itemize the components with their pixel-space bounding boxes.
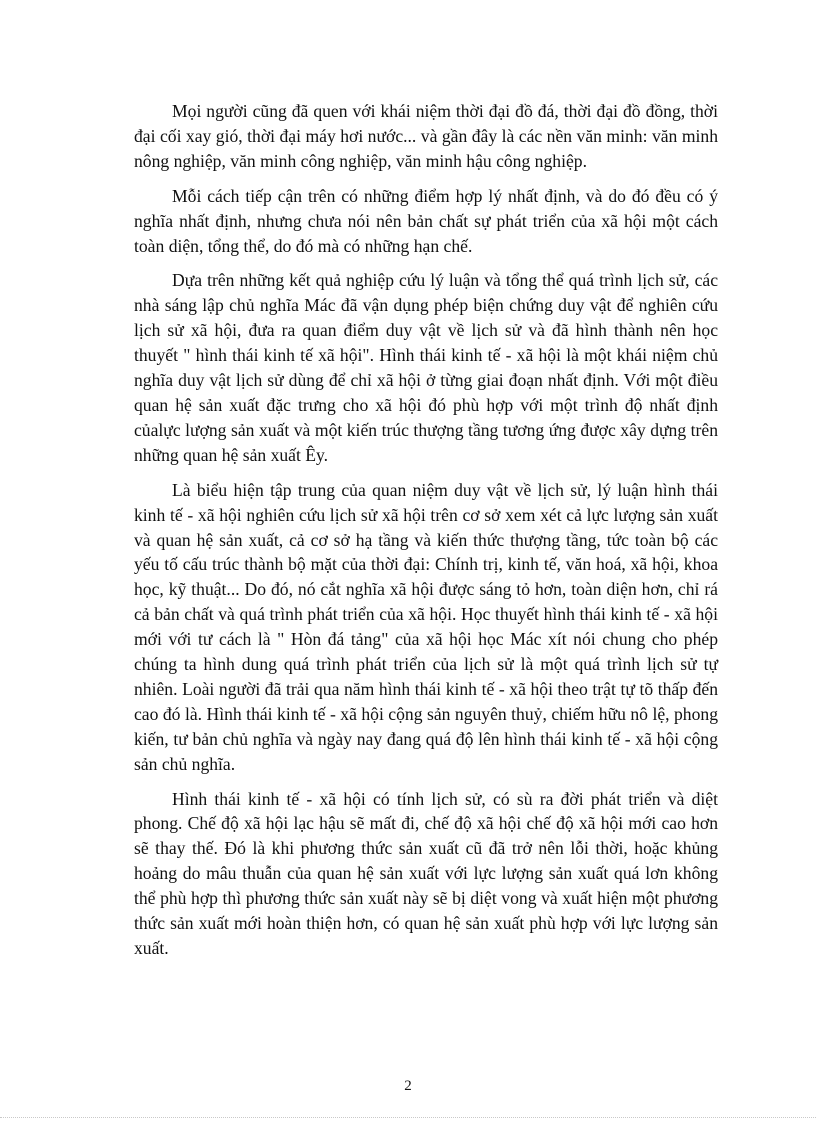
paragraph-1: Mọi người cũng đã quen với khái niệm thời đại đồ đá, thời đại đồ đồng, thời đại cối xay gió, thời đại máy hơi nước... và gần đây là các nền văn minh: văn minh nông nghiệp, văn minh công nghiệp, văn minh hậu công nghiệp.	[134, 101, 718, 171]
body-text	[134, 99, 718, 971]
page-number: 2	[404, 1078, 412, 1094]
paragraph-3: Dựa trên những kết quả nghiệp cứu lý luận và tổng thể quá trình lịch sử, các nhà sáng lập chủ nghĩa Mác đã vận dụng phép biện chứng duy vật để nghiên cứu lịch sử xã hội, đưa ra quan điểm duy vật về lịch sử và đã hình thành nên học thuyết " hình thái kinh tế xã hội". Hình thái kinh tế - xã hội là một khái niệm chủ nghĩa duy vật lịch sử dùng để chỉ xã hội ở từng giai đoạn nhất định. Với một điều quan hệ sản xuất đặc trưng cho xã hội đó phù hợp với một trình độ nhất định củalực lượng sản xuất và một kiến trúc thượng tầng tương ứng được xây dựng trên những quan hệ sản xuất Êy.	[134, 270, 718, 465]
page-bottom-edge	[0, 1117, 816, 1118]
paragraph-2: Mỗi cách tiếp cận trên có những điểm hợp lý nhất định, và do đó đều có ý nghĩa nhất định, nhưng chưa nói nên bản chất sự phát triển của xã hội một cách toàn diện, tổng thể, do đó mà có những hạn chế.	[134, 185, 718, 256]
paragraph-5: Hình thái kinh tế - xã hội có tính lịch sử, có sù ra đời phát triển và diệt phong. Chế độ xã hội lạc hậu sẽ mất đi, chế độ xã hội chế độ xã hội mới cao hơn sẽ thay thế. Đó là khi phương thức sản xuất cũ đã trở nên lỗi thời, hoặc khủng hoảng do mâu thuẫn của quan hệ sản xuất với lực lượng sản xuất quá lơn không thể phù hợp thì phương thức sản xuất này sẽ bị diệt vong và xuất hiện một phương thức sản xuất mới hoàn thiện hơn, có quan hệ sản xuất phù hợp với lực lượng sản xuất.	[134, 788, 718, 958]
paragraph-4: Là biểu hiện tập trung của quan niệm duy vật về lịch sử, lý luận hình thái kinh tế - xã hội nghiên cứu lịch sử xã hội trên cơ sở xem xét cả lực lượng sản xuất và quan hệ sản xuất, cả cơ sở hạ tầng và kiến thức thượng tầng, tức toàn bộ các yếu tố cấu trúc thành bộ mặt của thời đại: Chính trị, kinh tế, văn hoá, xã hội, khoa học, kỹ thuật... Do đó, nó cắt nghĩa xã hội được sáng tỏ hơn, toàn diện hơn, chỉ rá cả bản chất và quá trình phát triển của xã hội. Học thuyết hình thái kinh tế - xã hội mới với tư cách là " Hòn đá tảng" của xã hội học Mác xít nói chung cho phép chúng ta hình dung quá trình phát triển của lịch sử là một quá trình lịch sử tự nhiên. Loài người đã trải qua năm hình thái kinh tế - xã hội theo trật tự tõ thấp đến cao đó là. Hình thái kinh tế - xã hội cộng sản nguyên thuỷ, chiếm hữu nô lệ, phong kiến, tư bản chủ nghĩa và ngày nay đang quá độ lên hình thái kinh tế - xã hội cộng sản chủ nghĩa.	[134, 479, 718, 774]
